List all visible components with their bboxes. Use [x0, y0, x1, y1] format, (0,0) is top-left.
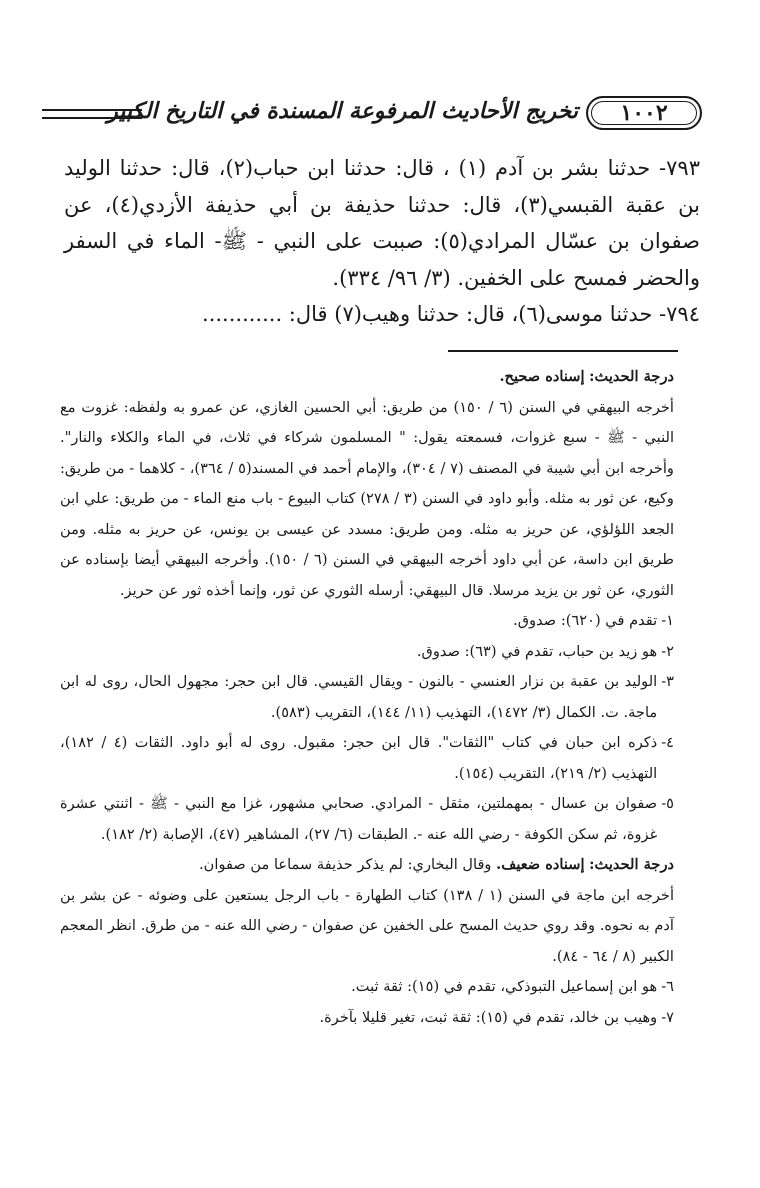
footnote-number: ٥-: [661, 795, 674, 812]
grade-remark: وقال البخاري: لم يذكر حذيفة سماعا من صفوان.: [199, 856, 497, 873]
grade-label: درجة الحديث:: [589, 856, 674, 873]
footnote-number: ٢-: [661, 642, 674, 660]
footnote-2: [60, 637, 674, 668]
page-header: [42, 92, 702, 134]
grade-heading-2: [60, 850, 674, 881]
footnote-text: تقدم في (٦٢٠): صدوق.: [513, 612, 658, 629]
footnote-text: هو زيد بن حباب، تقدم في (٦٣): صدوق.: [416, 642, 658, 660]
main-text: [64, 150, 700, 333]
grade-text-1: أخرجه البيهقي في السنن (٦ / ١٥٠) من طريق: أبي الحسين الغازي، عن عمرو به ولفظه: غزوت مع النبي - ﷺ - سبع غزوات، فسمعته يقول: " المسلمون شركاء في ثلاث، في الماء والكلاء والنار". وأخرجه ابن أبي شيبة في المصنف (٧ / ٣٠٤)، والإمام أحمد في المسند(٥ / ٣٦٤)، - كلاهما - من طريق: وكيع، عن ثور به مثله. وأبو داود في السنن (٣ / ٢٧٨) كتاب البيوع - باب منع الماء - من طريق: علي ابن الجعد اللؤلؤي، عن حريز به مثله. ومن طريق: مسدد عن عيسى بن يونس، عن حريز به مثله. ومن طريق ابن داسة، عن أبي داود أخرجه البيهقي في السنن (٦ / ١٥٠). وأخرجه البيهقي أيضا بإسناده عن الثوري، عن ثور بن يزيد مرسلا. قال البيهقي: أرسله الثوري عن ثور، وإنما أخذه ثور عن حريز.: [60, 398, 674, 599]
footnote-number: ١-: [661, 612, 674, 629]
grade-value: إسناده ضعيف.: [496, 856, 585, 873]
footnote-text: الوليد بن عقبة بن نزار العنسي - بالنون - ويقال القيسي. قال ابن حجر: مجهول الحال، روى له ابن ماجة. ت. الكمال (٣/ ١٤٧٢)، التهذيب (١١/ ١٤٤)، التقريب (٥٨٣).: [60, 673, 658, 721]
footnote-number: ٦-: [661, 978, 674, 995]
footnote-text: وهيب بن خالد، تقدم في (١٥): ثقة ثبت، تغير قليلا بآخرة.: [319, 1008, 658, 1026]
hadith-794: ٧٩٤- حدثنا موسى(٦)، قال: حدثنا وهيب(٧) قال: ............: [202, 302, 700, 326]
hadith-793: ٧٩٣- حدثنا بشر بن آدم (١) ، قال: حدثنا ابن حباب(٢)، قال: حدثنا الوليد بن عقبة القبسي(٣)، قال: حدثنا حذيفة بن أبي حذيفة الأزدي(٤)، عن صفوان بن عسّال المرادي(٥): صببت على النبي - ﷺ- الماء في السفر والحضر فمسح على الخفين. (٣/ ٩٦/ ٣٣٤).: [64, 156, 700, 290]
footnote-number: ٣-: [661, 673, 674, 690]
footnote-text: ذكره ابن حبان في كتاب "الثقات". قال ابن حجر: مقبول. روى له أبو داود. الثقات (٤ / ١٨٢)، التهذيب (٢/ ٢١٩)، التقريب (١٥٤).: [60, 734, 658, 782]
footnote-text: هو ابن إسماعيل التبوذكي، تقدم في (١٥): ثقة ثبت.: [351, 978, 658, 995]
grade-label: درجة الحديث:: [589, 368, 674, 385]
footnote-number: ٤-: [661, 734, 674, 751]
grade-text-2: أخرجه ابن ماجة في السنن (١ / ١٣٨) كتاب الطهارة - باب الرجل يستعين على وضوئه - عن بشر بن آدم به نحوه. وقد روي حديث المسح على الخفين عن صفوان - رضي الله عنه - من طرق. انظر المعجم الكبير (٨ / ٦٤ - ٨٤).: [60, 886, 675, 965]
footnote-5: [60, 789, 674, 850]
footnote-text: صفوان بن عسال - بمهملتين، مثقل - المرادي. صحابي مشهور، غزا مع النبي - ﷺ - اثنتي عشرة غزوة، ثم سكن الكوفة - رضي الله عنه -. الطبقات (٦/ ٢٧)، المشاهير (٤٧)، الإصابة (٢/ ١٨٢).: [60, 795, 658, 843]
footnote-4: [60, 728, 674, 789]
footnote-1: [60, 606, 674, 637]
header-rule: [42, 109, 142, 119]
footnote-3: [60, 667, 674, 728]
grade-heading-1: [60, 362, 674, 393]
page-number: ١٠٠٢: [586, 96, 702, 130]
footnotes: [60, 362, 674, 1033]
footnote-7: [60, 1003, 674, 1034]
footnote-number: ٧-: [661, 1008, 674, 1026]
running-title: تخريج الأحاديث المرفوعة المسندة في التاريخ الكبير: [107, 98, 578, 124]
footnote-6: [60, 972, 674, 1003]
footnote-separator: [448, 350, 678, 352]
grade-value: إسناده صحيح.: [499, 368, 585, 385]
